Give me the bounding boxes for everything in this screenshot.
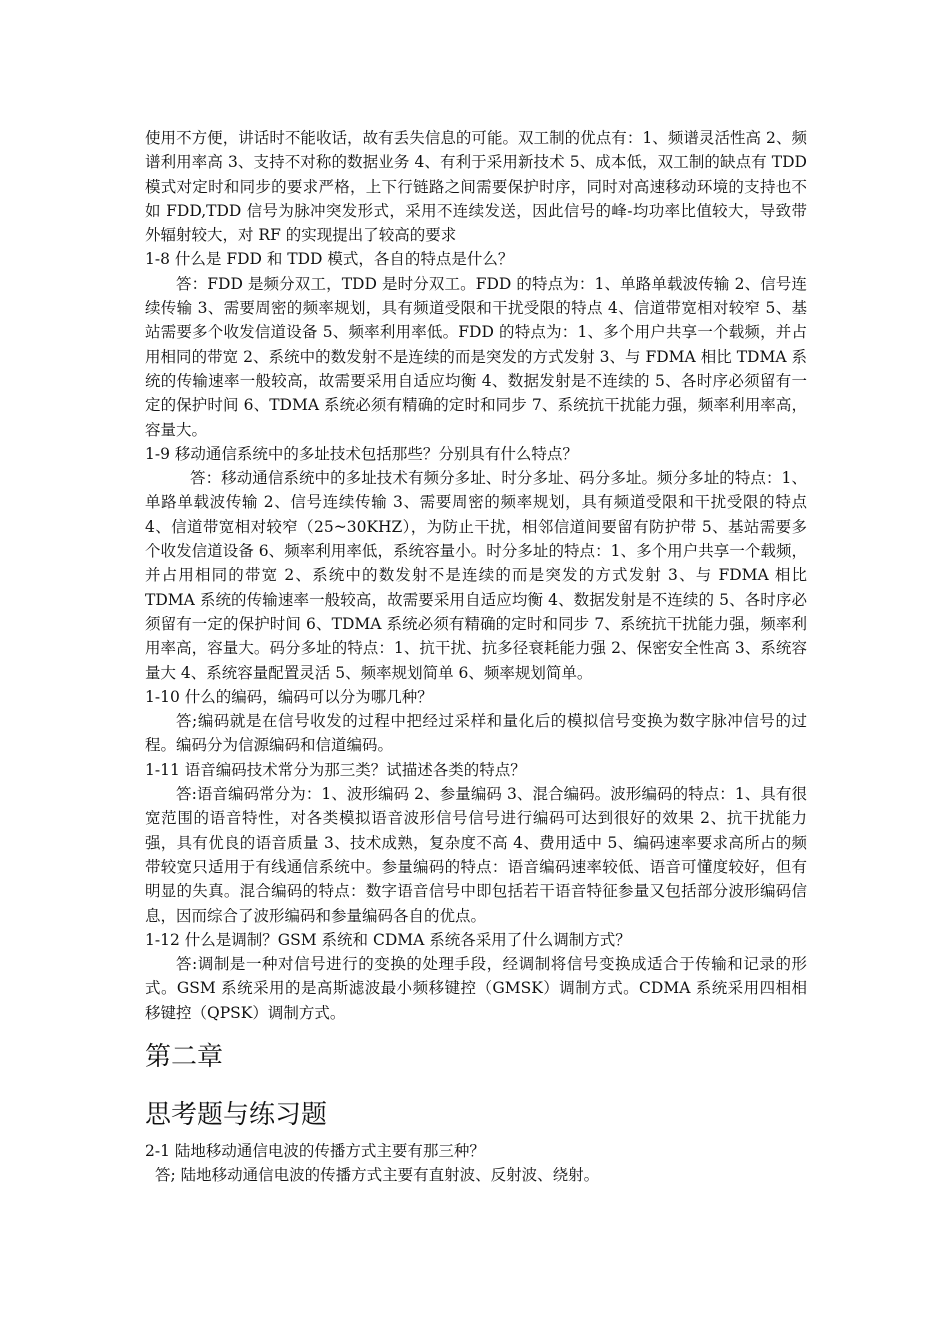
- question-2-1: 2-1 陆地移动通信电波的传播方式主要有那三种？: [145, 1141, 485, 1160]
- section-heading: 思考题与练习题: [145, 1099, 328, 1130]
- document-body: [145, 126, 807, 1188]
- intro-paragraph: 使用不方便，讲话时不能收话，故有丢失信息的可能。双工制的优点有：1、频谱灵活性高 2、频谱利用率高 3、支持不对称的数据业务 4、有利于采用新技术 5、成本低，双工制的缺点有 TDD 模式对定时和同步的要求严格，上下行链路之间需要保护时序，同时对高速移动环境的支持也不如 FDD,TDD 信号为脉冲突发形式，采用不连续发送，因此信号的峰-均功率比值较大，导致带外辐射较大，对 RF 的实现提出了较高的要求: [145, 129, 807, 245]
- chapter-heading: 第二章: [145, 1041, 224, 1072]
- answer-1-9: 答：移动通信系统中的多址技术有频分多址、时分多址、码分多址。频分多址的特点：1、单路单载波传输 2、信号连续传输 3、需要周密的频率规划，具有频道受限和干扰受限的特点 4、信道带宽相对较窄（25~30KHZ），为防止干扰，相邻信道间要留有防护带 5、基站需要多个收发信道设备 6、频率利用率低，系统容量小。时分多址的特点：1、多个用户共享一个载频，并占用相同的带宽 2、系统中的数发射不是连续的而是突发的方式发射 3、与 FDMA 相比 TDMA 系统的传输速率一般较高，故需要采用自适应均衡 4、数据发射是不连续的 5、各时序必须留有一定的保护时间 6、TDMA 系统必须有精确的定时和同步 7、系统抗干扰能力强，频率利用率高，容量大。码分多址的特点：1、抗干扰、抗多径衰耗能力强 2、保密安全性高 3、系统容量大 4、系统容量配置灵活 5、频率规划简单 6、频率规划简单。: [145, 469, 807, 682]
- answer-2-1: 答; 陆地移动通信电波的传播方式主要有直射波、反射波、绕射。: [155, 1166, 600, 1185]
- answer-1-12: 答:调制是一种对信号进行的变换的处理手段，经调制将信号变换成适合于传输和记录的形式。GSM 系统采用的是高斯滤波最小频移键控（GMSK）调制方式。CDMA 系统采用四相相移键控（QPSK）调制方式。: [145, 955, 807, 1022]
- answer-1-10: 答;编码就是在信号收发的过程中把经过采样和量化后的模拟信号变换为数字脉冲信号的过程。编码分为信源编码和信道编码。: [145, 712, 807, 755]
- answer-1-8: 答：FDD 是频分双工，TDD 是时分双工。FDD 的特点为：1、单路单载波传输 2、信号连续传输 3、需要周密的频率规划，具有频道受限和干扰受限的特点 4、信道带宽相对较窄 5、基站需要多个收发信道设备 5、频率利用率低。FDD 的特点为：1、多个用户共享一个载频，并占用相同的带宽 2、系统中的数发射不是连续的而是突发的方式发射 3、与 FDMA 相比 TDMA 系统的传输速率一般较高，故需要采用自适应均衡 4、数据发射是不连续的 5、各时序必须留有一定的保护时间 6、TDMA 系统必须有精确的定时和同步 7、系统抗干扰能力强，频率利用率高，容量大。: [145, 274, 807, 439]
- question-1-11: 1-11 语音编码技术常分为那三类？试描述各类的特点？: [145, 760, 526, 779]
- question-1-12: 1-12 什么是调制？GSM 系统和 CDMA 系统各采用了什么调制方式？: [145, 930, 631, 949]
- question-1-9: 1-9 移动通信系统中的多址技术包括那些？分别具有什么特点？: [145, 444, 578, 463]
- question-1-10: 1-10 什么的编码，编码可以分为哪几种？: [145, 687, 433, 706]
- question-1-8: 1-8 什么是 FDD 和 TDD 模式，各自的特点是什么？: [145, 250, 514, 269]
- answer-1-11: 答:语音编码常分为：1、波形编码 2、参量编码 3、混合编码。波形编码的特点：1、具有很宽范围的语音特性，对各类模拟语音波形信号信号进行编码可达到很好的效果 2、抗干扰能力强，具有优良的语音质量 3、技术成熟，复杂度不高 4、费用适中 5、编码速率要求高所占的频带较宽只适用于有线通信系统中。参量编码的特点：语音编码速率较低、语音可懂度较好，但有明显的失真。混合编码的特点：数字语音信号中即包括若干语音特征参量又包括部分波形编码信息，因而综合了波形编码和参量编码各自的优点。: [145, 785, 807, 925]
